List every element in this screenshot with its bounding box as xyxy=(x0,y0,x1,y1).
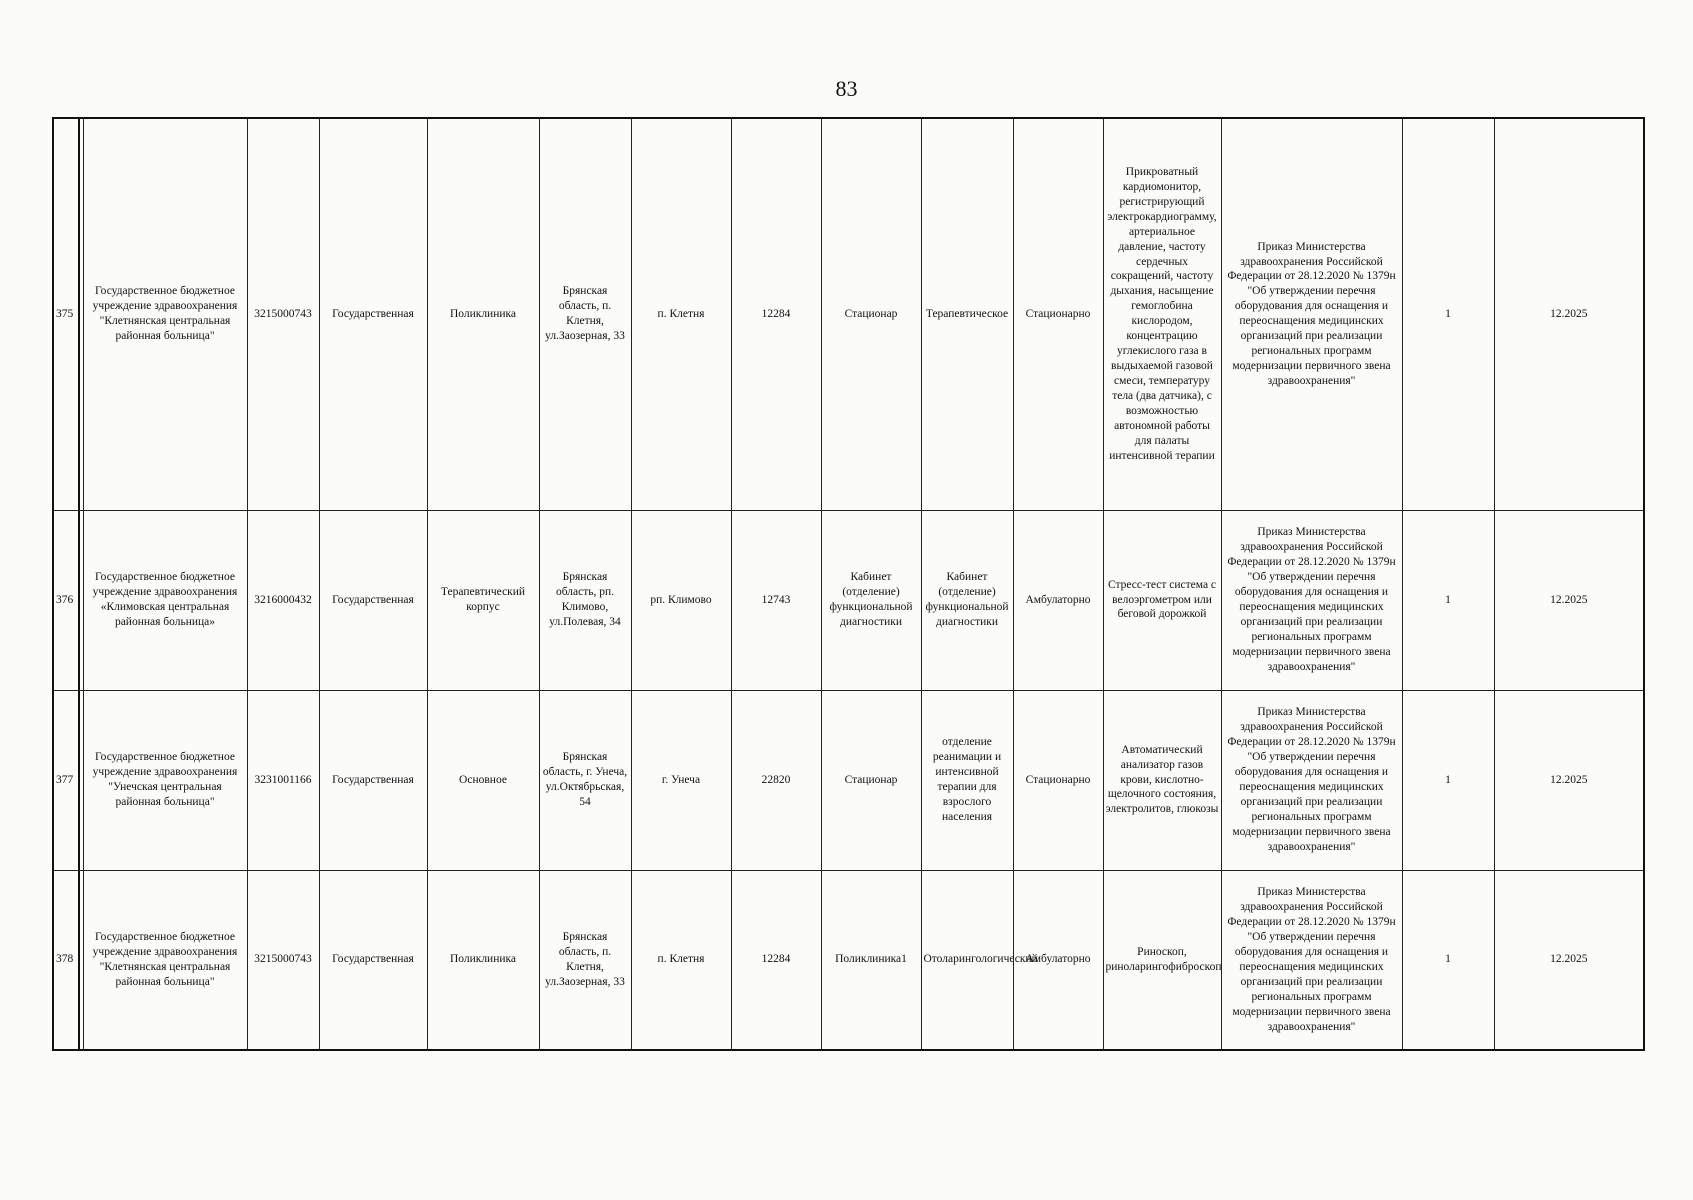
quantity: 1 xyxy=(1402,690,1494,870)
legal-basis: Приказ Министерства здравоохранения Российской Федерации от 28.12.2020 № 1379н "Об утверждении перечня оборудования для оснащения и переоснащения медицинских организаций при реализации региональных программ модернизации первичного звена здравоохранения" xyxy=(1221,690,1402,870)
care-form: Стационарно xyxy=(1013,118,1103,510)
post-code: 12284 xyxy=(731,118,821,510)
delivery-date: 12.2025 xyxy=(1494,690,1644,870)
ownership-type: Государственная xyxy=(319,118,427,510)
row-number: 378 xyxy=(53,870,79,1050)
building-name: Терапевтический корпус xyxy=(427,510,539,690)
locality: г. Унеча xyxy=(631,690,731,870)
unit-type: Кабинет (отделение) функциональной диагностики xyxy=(821,510,921,690)
organization-name: Государственное бюджетное учреждение здравоохранения «Климовская центральная районная больница» xyxy=(83,510,247,690)
row-number: 375 xyxy=(53,118,79,510)
care-form: Амбулаторно xyxy=(1013,870,1103,1050)
equipment-name: Риноскоп, риноларингофиброскоп xyxy=(1103,870,1221,1050)
table-row xyxy=(53,510,1644,690)
department: Терапевтическое xyxy=(921,118,1013,510)
quantity: 1 xyxy=(1402,118,1494,510)
delivery-date: 12.2025 xyxy=(1494,510,1644,690)
ownership-type: Государственная xyxy=(319,870,427,1050)
organization-name: Государственное бюджетное учреждение здравоохранения "Унечская центральная районная больница" xyxy=(83,690,247,870)
quantity: 1 xyxy=(1402,510,1494,690)
unit-type: Стационар xyxy=(821,690,921,870)
post-code: 12743 xyxy=(731,510,821,690)
organization-name: Государственное бюджетное учреждение здравоохранения "Клетнянская центральная районная больница" xyxy=(83,870,247,1050)
row-number: 376 xyxy=(53,510,79,690)
ownership-type: Государственная xyxy=(319,690,427,870)
delivery-date: 12.2025 xyxy=(1494,118,1644,510)
address: Брянская область, г. Унеча, ул.Октябрьская, 54 xyxy=(539,690,631,870)
registry-table xyxy=(52,117,1645,1051)
locality: п. Клетня xyxy=(631,870,731,1050)
page-number: 83 xyxy=(835,76,858,101)
row-number: 377 xyxy=(53,690,79,870)
unit-type: Стационар xyxy=(821,118,921,510)
building-name: Поликлиника xyxy=(427,118,539,510)
department: Отоларингологический xyxy=(921,870,1013,1050)
address: Брянская область, п. Клетня, ул.Заозерная, 33 xyxy=(539,870,631,1050)
post-code: 22820 xyxy=(731,690,821,870)
unit-type: Поликлиника1 xyxy=(821,870,921,1050)
quantity: 1 xyxy=(1402,870,1494,1050)
table-row xyxy=(53,690,1644,870)
locality: рп. Климово xyxy=(631,510,731,690)
organization-code: 3215000743 xyxy=(247,870,319,1050)
care-form: Стационарно xyxy=(1013,690,1103,870)
legal-basis: Приказ Министерства здравоохранения Российской Федерации от 28.12.2020 № 1379н "Об утверждении перечня оборудования для оснащения и переоснащения медицинских организаций при реализации региональных программ модернизации первичного звена здравоохранения" xyxy=(1221,118,1402,510)
organization-code: 3216000432 xyxy=(247,510,319,690)
organization-name: Государственное бюджетное учреждение здравоохранения "Клетнянская центральная районная больница" xyxy=(83,118,247,510)
equipment-name: Стресс-тест система с велоэргометром или беговой дорожкой xyxy=(1103,510,1221,690)
equipment-name: Автоматический анализатор газов крови, кислотно-щелочного состояния, электролитов, глюкозы xyxy=(1103,690,1221,870)
legal-basis: Приказ Министерства здравоохранения Российской Федерации от 28.12.2020 № 1379н "Об утверждении перечня оборудования для оснащения и переоснащения медицинских организаций при реализации региональных программ модернизации первичного звена здравоохранения" xyxy=(1221,870,1402,1050)
department: Кабинет (отделение) функциональной диагностики xyxy=(921,510,1013,690)
ownership-type: Государственная xyxy=(319,510,427,690)
building-name: Основное xyxy=(427,690,539,870)
organization-code: 3231001166 xyxy=(247,690,319,870)
address: Брянская область, рп. Климово, ул.Полевая, 34 xyxy=(539,510,631,690)
legal-basis: Приказ Министерства здравоохранения Российской Федерации от 28.12.2020 № 1379н "Об утверждении перечня оборудования для оснащения и переоснащения медицинских организаций при реализации региональных программ модернизации первичного звена здравоохранения" xyxy=(1221,510,1402,690)
delivery-date: 12.2025 xyxy=(1494,870,1644,1050)
table-row xyxy=(53,118,1644,510)
table-row xyxy=(53,870,1644,1050)
department: отделение реанимации и интенсивной терапии для взрослого населения xyxy=(921,690,1013,870)
address: Брянская область, п. Клетня, ул.Заозерная, 33 xyxy=(539,118,631,510)
care-form: Амбулаторно xyxy=(1013,510,1103,690)
building-name: Поликлиника xyxy=(427,870,539,1050)
equipment-name: Прикроватный кардиомонитор, регистрирующий электрокардиограмму, артериальное давление, частоту сердечных сокращений, частоту дыхания, насыщение гемоглобина кислородом, концентрацию углекислого газа в выдыхаемой газовой смеси, температуру тела (два датчика), с возможностью автономной работы для палаты интенсивной терапии xyxy=(1103,118,1221,510)
locality: п. Клетня xyxy=(631,118,731,510)
organization-code: 3215000743 xyxy=(247,118,319,510)
post-code: 12284 xyxy=(731,870,821,1050)
